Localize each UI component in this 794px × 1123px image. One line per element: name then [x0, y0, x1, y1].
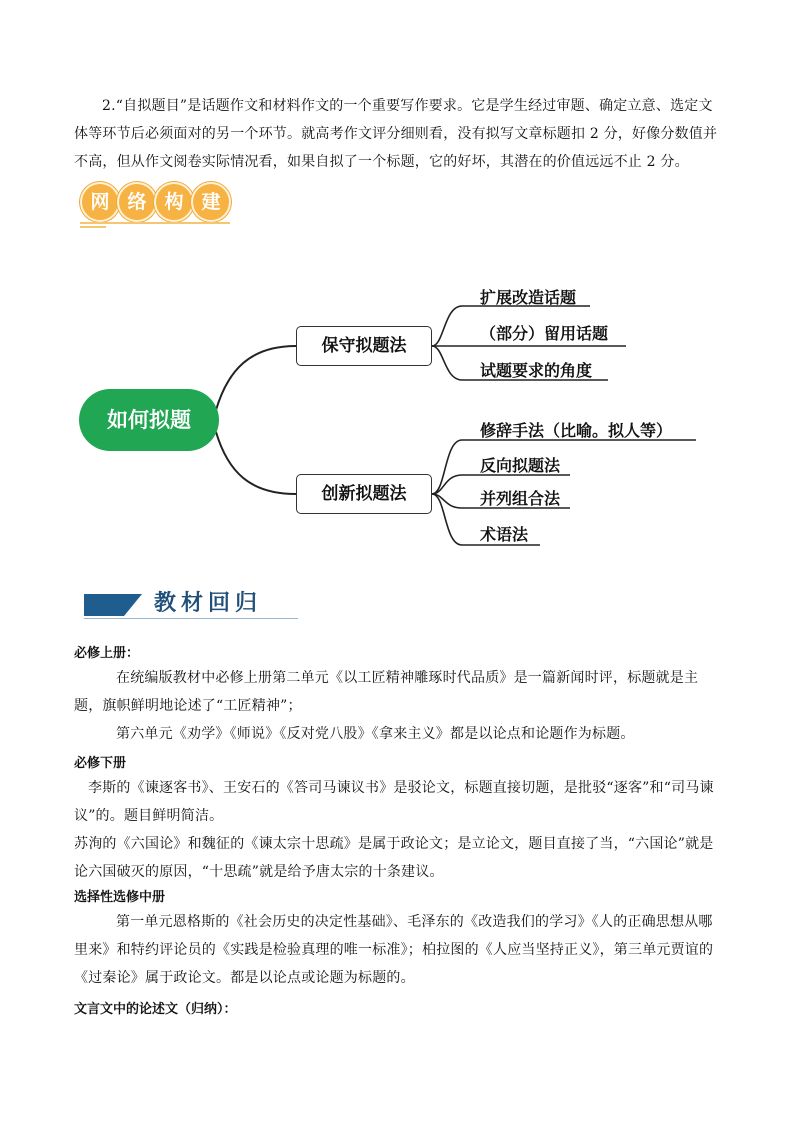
banner-char: 络: [117, 182, 157, 222]
heading-required-vol2: 必修下册: [74, 756, 127, 771]
heading-required-vol1: 必修上册：: [74, 646, 140, 661]
branch-item: 反向拟题法: [480, 456, 561, 475]
section-title: 教材回归: [154, 591, 263, 616]
mind-map-root: 如何拟题: [79, 389, 219, 451]
branch-item: 修辞手法（比喻。拟人等）: [480, 421, 673, 440]
connector-root-top: [216, 346, 296, 410]
heading-elective-vol2: 选择性选修中册: [74, 890, 166, 905]
connector-bottom-1: [432, 440, 462, 494]
paragraph: 在统编版教材中必修上册第二单元《以工匠精神雕琢时代品质》是一篇新闻时评，标题就是主题，旗帜鲜明地论述了“工匠精神”；: [74, 670, 699, 714]
paragraph: 李斯的《谏逐客书》、王安石的《答司马谏议书》是驳论文，标题直接切题，是批驳“逐客”和“司马谏议”的。题目鲜明简洁。: [74, 780, 714, 824]
section-header-arrow: [124, 594, 142, 616]
intro-paragraph: 2.“自拟题目”是话题作文和材料作文的一个重要写作要求。它是学生经过审题、确定立意、选定文体等环节后必须面对的另一个环节。就高考作文评分细则看，没有拟写文章标题扣 2 分，好像分数值并不高，但从作文阅卷实际情况看，如果自拟了一个标题，它的好坏，其潜在的价值远远不止 2 分。: [74, 98, 718, 170]
paragraph: 第六单元《劝学》《师说》《反对党八股》《拿来主义》都是以论点和论题作为标题。: [116, 726, 635, 742]
paragraph: 苏洵的《六国论》和魏征的《谏太宗十思疏》是属于政论文；是立论文，题目直接了当，“六国论”就是论六国破灭的原因，“十思疏”就是给予唐太宗的十条建议。: [74, 836, 714, 880]
branch-item: 并列组合法: [480, 489, 561, 508]
connector-root-bottom: [216, 432, 296, 494]
section-underline: [84, 618, 298, 619]
branch-conservative: 保守拟题法: [296, 326, 432, 366]
connector-top-1: [432, 306, 462, 346]
branch-item: （部分）留用话题: [480, 324, 609, 343]
branch-item: 试题要求的角度: [480, 361, 593, 380]
connector-top-3: [432, 346, 462, 380]
branch-item: 扩展改造话题: [480, 288, 577, 307]
banner-char: 建: [191, 182, 231, 222]
connector-bottom-4: [432, 494, 462, 545]
branch-innovative: 创新拟题法: [296, 474, 432, 514]
banner-char: 构: [154, 182, 194, 222]
banner-char: 网: [80, 182, 120, 222]
section-header-bar: [84, 594, 124, 616]
heading-classical-argument: 文言文中的论述文（归纳）：: [74, 1002, 237, 1017]
paragraph: 第一单元恩格斯的《社会历史的决定性基础》、毛泽东的《改造我们的学习》《人的正确思想从哪里来》和特约评论员的《实践是检验真理的唯一标准》；柏拉图的《人应当坚持正义》，第三单元贾谊的《过秦论》属于政论文。都是以论点或论题为标题的。: [74, 914, 714, 986]
branch-item: 术语法: [480, 525, 529, 544]
